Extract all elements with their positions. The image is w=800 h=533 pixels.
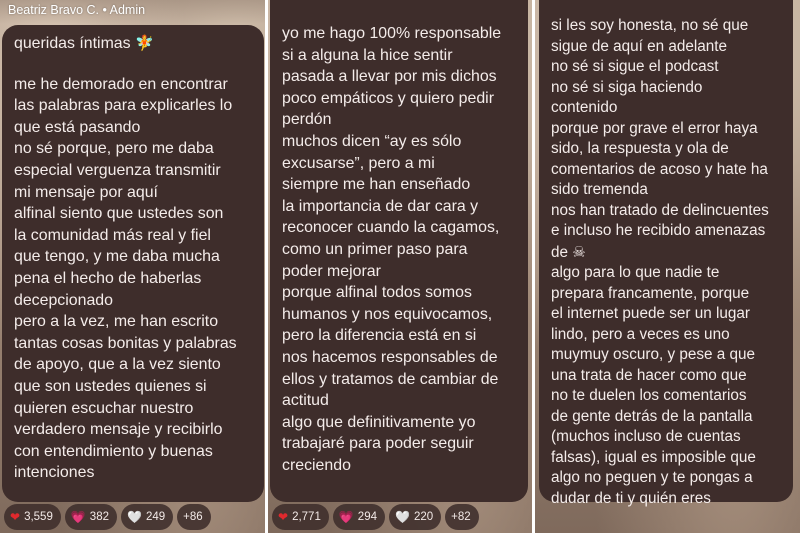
message-line: [282, 347, 518, 369]
message-line: [551, 366, 783, 387]
message-line: [14, 203, 254, 225]
reaction-heart-white[interactable]: [121, 504, 173, 530]
message-line: [282, 217, 518, 239]
message-line: [282, 261, 518, 283]
message-line: [14, 225, 254, 247]
message-line: [551, 37, 783, 58]
message-line-text: verdadero mensaje y recibirlo: [14, 421, 223, 439]
message-line-text: de apoyo, que a la vez siento: [14, 356, 221, 374]
reaction-more[interactable]: [445, 504, 479, 530]
message-line: [551, 201, 783, 222]
post-author: Beatriz Bravo C. • Admin: [0, 0, 265, 24]
story-panel-2: [268, 0, 532, 533]
message-line: [282, 23, 518, 45]
message-line-text: sigue de aquí en adelante: [551, 37, 728, 55]
message-line: [282, 131, 518, 153]
message-line-text: nos hacemos responsables de: [282, 348, 498, 366]
message-line-text: especial verguenza transmitir: [14, 161, 221, 179]
message-line-text: contenido: [551, 99, 618, 116]
message-line-text: porque por grave el error haya: [551, 119, 758, 137]
message-line-text: dudar de ti y quién eres: [551, 489, 711, 507]
message-line-text: actitud: [282, 392, 329, 410]
message-line: [282, 433, 518, 455]
message-line-text: la importancia de dar cara y: [282, 197, 479, 215]
reaction-heart-red[interactable]: [272, 504, 329, 530]
message-line-text: que tengo, y me daba mucha: [14, 248, 220, 266]
message-line: [14, 441, 254, 463]
reaction-count: +86: [183, 511, 203, 523]
message-line-text: poco empáticos y quiero pedir: [282, 89, 494, 107]
message-line-text: muymuy oscuro, y pese a que: [551, 346, 756, 363]
message-line-text: no te duelen los comentarios: [551, 387, 747, 404]
message-line-text: no sé porque, pero me daba: [14, 140, 214, 158]
fairy-icon: 🧚: [135, 34, 154, 52]
message-line-text: trabajaré para poder seguir: [282, 435, 474, 453]
message-line: [282, 455, 518, 477]
message-line: [551, 98, 783, 119]
message-line-text: pena el hecho de haberlas: [14, 269, 202, 287]
message-line: [282, 109, 518, 131]
message-line-text: pasada a llevar por mis dichos: [282, 68, 497, 86]
message-line-text: algo para lo que nadie te: [551, 264, 720, 281]
message-line-text: porque alfinal todos somos: [282, 284, 472, 302]
message-line: [14, 462, 254, 484]
message-line-text: la comunidad más real y fiel: [14, 226, 211, 244]
message-line-text: que son ustedes quienes si: [14, 377, 207, 395]
reaction-count: 382: [89, 511, 109, 523]
reaction-heart-pink[interactable]: [65, 504, 117, 530]
message-line: [551, 78, 783, 99]
reaction-count: 2,771: [292, 511, 321, 523]
message-line-text: no sé si sigue el podcast: [551, 58, 719, 75]
message-line-text: creciendo: [282, 456, 351, 474]
message-line: [14, 182, 254, 204]
reaction-count: +82: [451, 511, 471, 523]
message-line: [551, 386, 783, 407]
message-line-text: comentarios de acoso y hate ha: [551, 160, 768, 178]
message-line-text: perdón: [282, 111, 332, 129]
message-line: [14, 95, 254, 117]
message-line: [551, 263, 783, 284]
message-line: [14, 138, 254, 160]
message-line: [551, 304, 783, 325]
message-line-text: ellos y tratamos de cambiar de: [282, 370, 499, 388]
message-line-text: pero a la vez, me han escrito: [14, 313, 219, 331]
message-line-text: yo me hago 100% responsable: [282, 25, 502, 42]
reaction-heart-red[interactable]: [4, 504, 61, 530]
message-line-text: reconocer cuando la cagamos,: [282, 219, 500, 237]
heart-white-icon: 🤍: [394, 510, 410, 524]
message-line: [14, 246, 254, 268]
message-line: [551, 139, 783, 160]
message-line-text: tantas cosas bonitas y palabras: [14, 334, 237, 352]
message-line-text: decepcionado: [14, 291, 113, 309]
message-line: [551, 16, 783, 37]
message-line-text: siempre me han enseñado: [282, 176, 471, 194]
message-line-text: sido, la respuesta y ola de: [551, 140, 729, 157]
message-line: [282, 153, 518, 175]
message-line: [282, 66, 518, 88]
message-line: [551, 221, 783, 242]
heart-white-icon: 🤍: [126, 510, 142, 524]
reaction-heart-pink[interactable]: [333, 504, 385, 530]
message-line: [282, 239, 518, 261]
message-line: [282, 196, 518, 218]
message-line-text: si les soy honesta, no sé que: [551, 17, 749, 34]
message-line: [551, 284, 783, 305]
message-line: [14, 333, 254, 355]
message-line-text: quieren escuchar nuestro: [14, 399, 194, 417]
message-line-text: de: [551, 243, 569, 261]
message-line: [14, 268, 254, 290]
message-line: [551, 180, 783, 201]
message-line: [14, 117, 254, 139]
message-line: [14, 290, 254, 312]
message-line: [551, 119, 783, 140]
message-line: [14, 74, 254, 96]
heart-red-icon: ❤: [10, 510, 21, 524]
message-line: [282, 282, 518, 304]
message-line-text: intenciones: [14, 464, 95, 482]
message-line: [14, 311, 254, 333]
message-line-text: alfinal siento que ustedes son: [14, 205, 224, 223]
message-line-text: no sé si siga haciendo: [551, 78, 703, 96]
message-line: [551, 160, 783, 181]
message-line-text: me he demorado en encontrar: [14, 75, 228, 93]
reaction-heart-white[interactable]: [389, 504, 441, 530]
message-bubble: [539, 0, 793, 507]
message-line: [551, 325, 783, 346]
message-line-text: queridas íntimas: [14, 35, 131, 52]
message-line-text: algo que definitivamente yo: [282, 413, 476, 431]
message-line-text: el internet puede ser un lugar: [551, 305, 750, 322]
message-line-text: e incluso he recibido amenazas: [551, 222, 766, 239]
message-line-text: prepara francamente, porque: [551, 284, 750, 302]
message-line-text: nos han tratado de delincuentes: [551, 201, 769, 219]
message-line: [551, 345, 783, 366]
reaction-count: 220: [413, 511, 434, 523]
skull-crossbones-icon: ☠: [572, 242, 586, 261]
message-line: [14, 33, 254, 55]
story-panel-3: [535, 0, 800, 533]
message-line: [282, 88, 518, 110]
reaction-more[interactable]: [177, 504, 211, 530]
message-line: [282, 412, 518, 434]
reactions-bar: [272, 504, 479, 530]
message-line: [551, 448, 783, 469]
message-line-text: falsas), igual es imposible que: [551, 448, 756, 466]
message-line: [282, 369, 518, 391]
message-line-text: si a alguna la hice sentir: [282, 46, 453, 64]
message-line-text: excusarse”, pero a mi: [282, 154, 435, 172]
message-line: [551, 57, 783, 78]
reaction-count: 294: [357, 511, 377, 523]
message-line: [551, 427, 783, 448]
message-line-text: sido tremenda: [551, 181, 648, 198]
message-line-text: pero la diferencia está en si: [282, 327, 477, 345]
message-line: [14, 398, 254, 420]
message-bubble: [270, 0, 528, 502]
message-line: [14, 160, 254, 182]
message-line: [14, 376, 254, 398]
heart-pink-icon: 💗: [70, 510, 86, 524]
heart-red-icon: ❤: [278, 510, 289, 524]
message-line-text: que está pasando: [14, 118, 141, 136]
message-line-text: con entendimiento y buenas: [14, 442, 213, 460]
message-bubble: [2, 25, 264, 502]
message-line-text: poder mejorar: [282, 262, 381, 280]
message-line-text: (muchos incluso de cuentas: [551, 428, 741, 445]
reaction-count: 249: [145, 511, 166, 523]
message-line: [14, 419, 254, 441]
message-line-text: como un primer paso para: [282, 240, 468, 258]
message-line: [551, 489, 783, 510]
heart-pink-icon: 💗: [338, 510, 354, 524]
message-line-text: algo no peguen y te pongas a: [551, 469, 753, 486]
message-line-text: humanos y nos equivocamos,: [282, 305, 493, 323]
message-line: [551, 468, 783, 489]
message-line: [282, 45, 518, 67]
message-line-text: lindo, pero a veces es uno: [551, 325, 730, 343]
message-line-text: mi mensaje por aquí: [14, 183, 158, 201]
message-line: [551, 242, 783, 264]
message-line: [14, 354, 254, 376]
message-line-text: las palabras para explicarles lo: [14, 97, 233, 115]
message-line-text: muchos dicen “ay es sólo: [282, 132, 462, 150]
message-line: [282, 174, 518, 196]
message-line-text: de gente detrás de la pantalla: [551, 407, 753, 425]
message-line: [282, 325, 518, 347]
message-line: [282, 304, 518, 326]
reaction-count: 3,559: [24, 511, 53, 523]
message-line: [551, 407, 783, 428]
story-panel-1: [0, 0, 265, 533]
message-line: [282, 390, 518, 412]
reactions-bar: [4, 504, 211, 530]
message-line-text: una trata de hacer como que: [551, 366, 747, 384]
